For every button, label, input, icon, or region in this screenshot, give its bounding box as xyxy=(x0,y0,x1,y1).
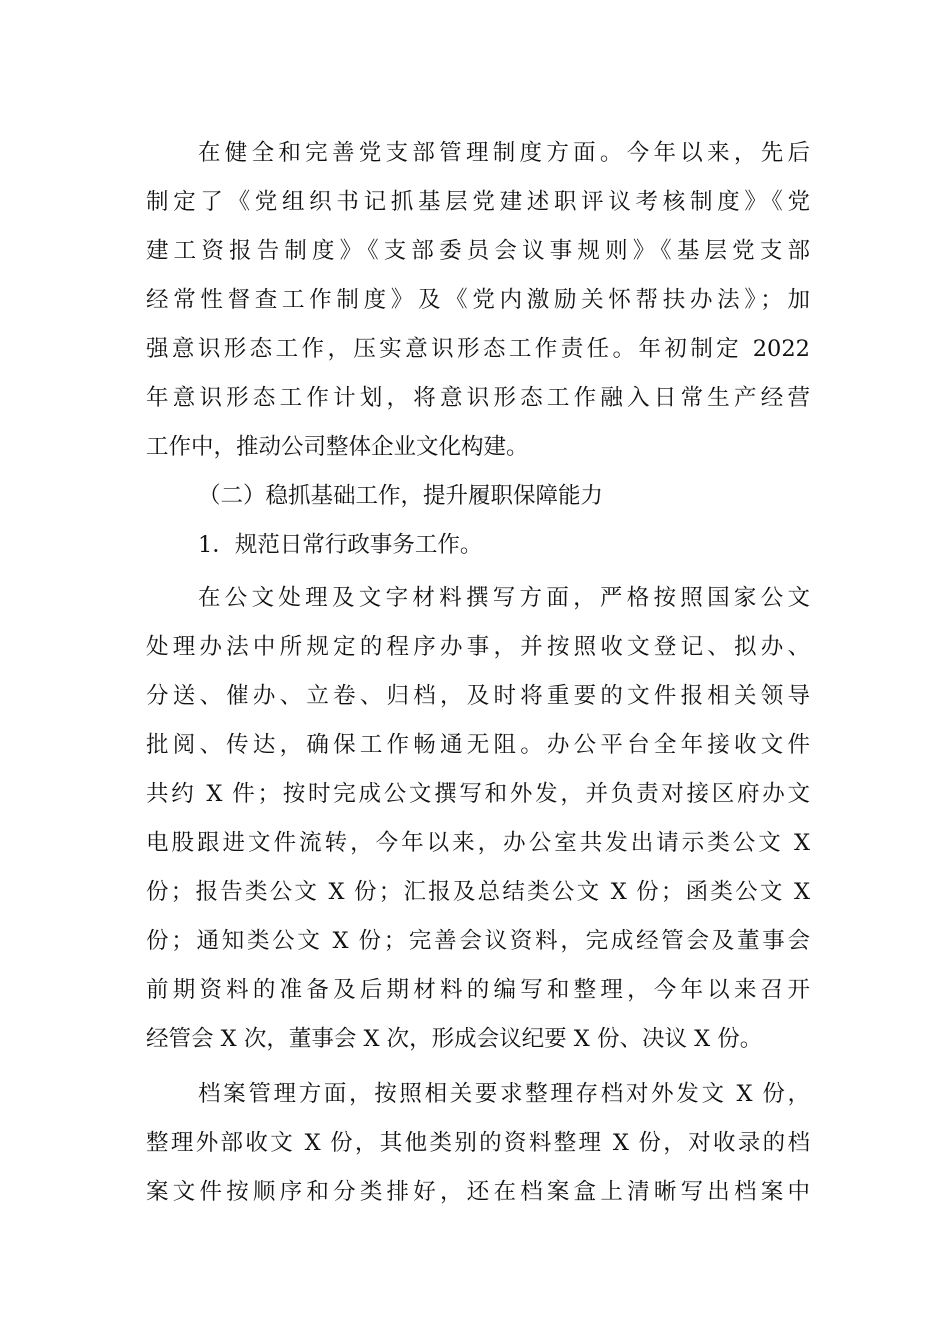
paragraph-line: 处理办法中所规定的程序办事，并按照收文登记、拟办、 xyxy=(146,634,810,660)
paragraph-line: 经管会 X 次，董事会 X 次，形成会议纪要 X 份、决议 X 份。 xyxy=(146,1026,763,1052)
section-heading: （二）稳抓基础工作，提升履职保障能力 xyxy=(198,483,604,509)
paragraph-line: 强意识形态工作，压实意识形态工作责任。年初制定 2022 xyxy=(146,336,810,362)
paragraph-line: 建工资报告制度》《支部委员会议事规则》《基层党支部 xyxy=(146,238,810,264)
paragraph-line: 共约 X 件；按时完成公文撰写和外发，并负责对接区府办文 xyxy=(146,781,810,807)
paragraph-line: 份；通知类公文 X 份；完善会议资料，完成经管会及董事会 xyxy=(146,928,810,954)
paragraph-line: 在公文处理及文字材料撰写方面，严格按照国家公文 xyxy=(198,585,810,611)
paragraph-line: 在健全和完善党支部管理制度方面。今年以来，先后 xyxy=(198,140,810,166)
paragraph-line: 份；报告类公文 X 份；汇报及总结类公文 X 份；函类公文 X xyxy=(146,879,810,905)
paragraph-line: 档案管理方面，按照相关要求整理存档对外发文 X 份， xyxy=(198,1081,810,1107)
paragraph-line: 工作中，推动公司整体企业文化构建。 xyxy=(146,434,529,460)
paragraph-line: 整理外部收文 X 份，其他类别的资料整理 X 份，对收录的档 xyxy=(146,1130,810,1156)
paragraph-line: 制定了《党组织书记抓基层党建述职评议考核制度》《党 xyxy=(146,189,810,215)
paragraph-line: 批阅、传达，确保工作畅通无阻。办公平台全年接收文件 xyxy=(146,732,810,758)
paragraph-line: 前期资料的准备及后期材料的编写和整理，今年以来召开 xyxy=(146,977,810,1003)
paragraph-line: 经常性督查工作制度》及《党内激励关怀帮扶办法》；加 xyxy=(146,287,810,313)
paragraph-line: 案文件按顺序和分类排好，还在档案盒上清晰写出档案中 xyxy=(146,1179,810,1205)
paragraph-line: 年意识形态工作计划，将意识形态工作融入日常生产经营 xyxy=(146,385,810,411)
paragraph-line: 分送、催办、立卷、归档，及时将重要的文件报相关领导 xyxy=(146,683,810,709)
paragraph-line: 电股跟进文件流转，今年以来，办公室共发出请示类公文 X xyxy=(146,830,810,856)
subsection-heading: 1．规范日常行政事务工作。 xyxy=(198,532,483,558)
